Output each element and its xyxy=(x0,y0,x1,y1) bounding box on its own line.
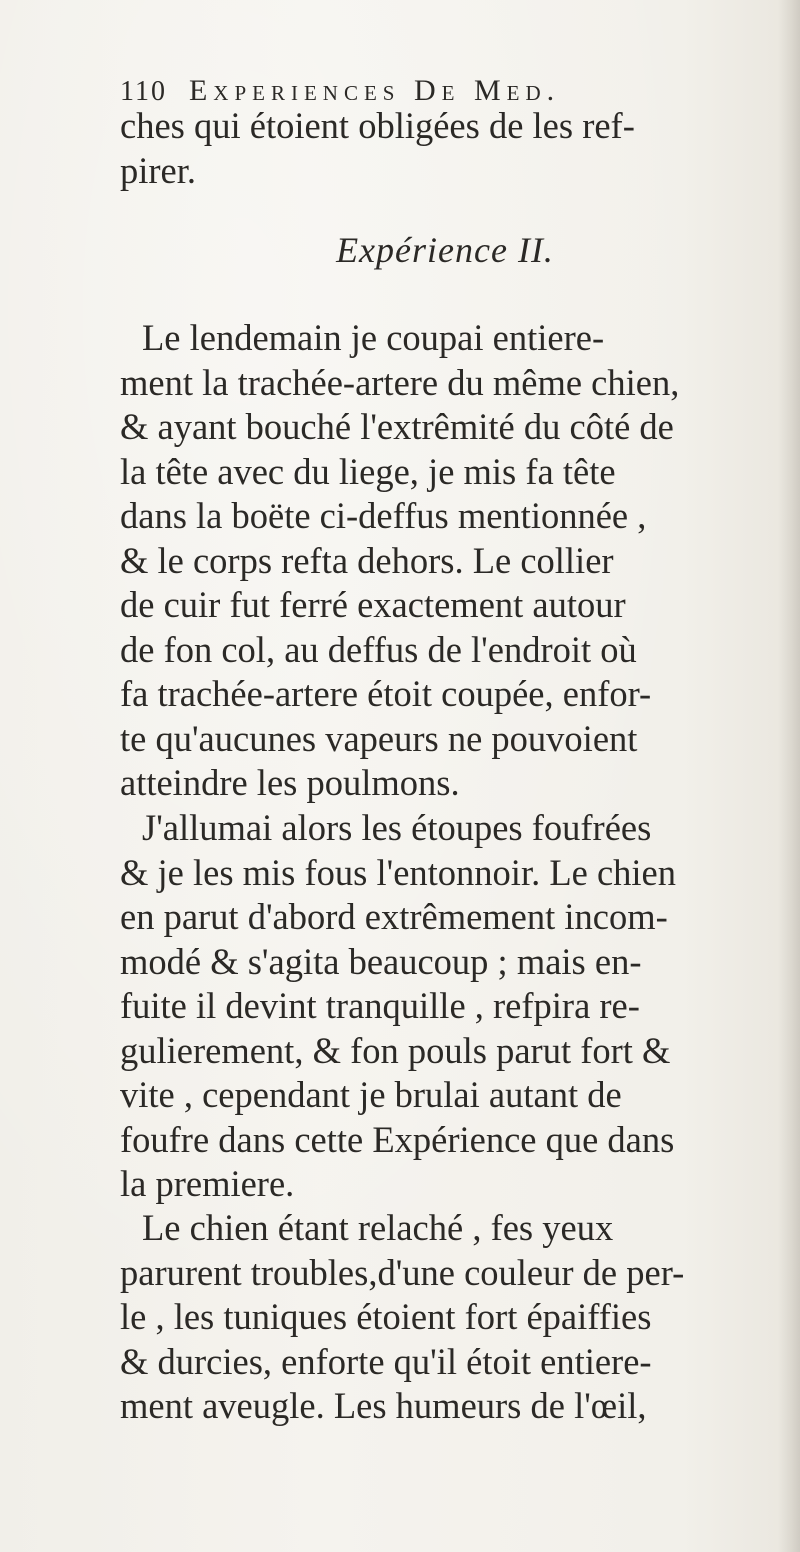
text-line: & ayant bouché l'extrêmité du côté de xyxy=(120,406,674,447)
text-line: parurent troubles,d'une couleur de per- xyxy=(120,1251,685,1293)
running-head: Experiences De Med. xyxy=(188,74,561,107)
text-line: te qu'aucunes vapeurs ne pouvoient xyxy=(120,717,638,759)
text-line: atteindre les poulmons. xyxy=(120,762,460,803)
text-line: Le chien étant relaché , fes yeux xyxy=(142,1207,614,1248)
text-line: foufre dans cette Expérience que dans xyxy=(120,1118,675,1160)
page-number: 110 xyxy=(120,76,167,107)
text-line: de cuir fut ferré exactement autour xyxy=(120,584,626,625)
paragraph-3 xyxy=(120,1206,770,1429)
text-line: la premiere. xyxy=(120,1163,295,1204)
text-line: & le corps refta dehors. Le collier xyxy=(120,539,614,581)
page-edge-shadow xyxy=(778,0,800,1552)
paragraph-2 xyxy=(120,806,770,1207)
text-line: ches qui étoient obligées de les ref- xyxy=(120,105,635,146)
text-line: & durcies, enforte qu'il étoit entiere- xyxy=(120,1340,652,1382)
text-line: & je les mis fous l'entonnoir. Le chien xyxy=(120,851,677,893)
text-line: fuite il devint tranquille , refpira re- xyxy=(120,985,640,1026)
text-line: J'allumai alors les étoupes foufrées xyxy=(142,807,652,848)
text-line: vite , cependant je brulai autant de xyxy=(120,1074,622,1115)
text-line: de fon col, au deffus de l'endroit où xyxy=(120,628,637,670)
intro-lines xyxy=(120,104,770,193)
text-line: modé & s'agita beaucoup ; mais en- xyxy=(120,940,642,982)
text-line: pirer. xyxy=(120,149,197,191)
text-line: le , les tuniques étoient fort épaiffies xyxy=(120,1296,652,1337)
text-line: gulierement, & fon pouls parut fort & xyxy=(120,1029,671,1071)
text-line: dans la boëte ci-deffus mentionnée , xyxy=(120,495,647,536)
text-line: la tête avec du liege, je mis fa tête xyxy=(120,450,616,492)
text-line: fa trachée-artere étoit coupée, enfor- xyxy=(120,673,652,714)
text-line: Le lendemain je coupai entiere- xyxy=(142,317,605,358)
paragraph-1 xyxy=(120,316,770,806)
section-heading: Expérience II. xyxy=(336,230,554,270)
text-line: ment la trachée-artere du même chien, xyxy=(120,361,680,403)
text-line: ment aveugle. Les humeurs de l'œil, xyxy=(120,1385,647,1426)
text-line: en parut d'abord extrêmement incom- xyxy=(120,896,668,937)
